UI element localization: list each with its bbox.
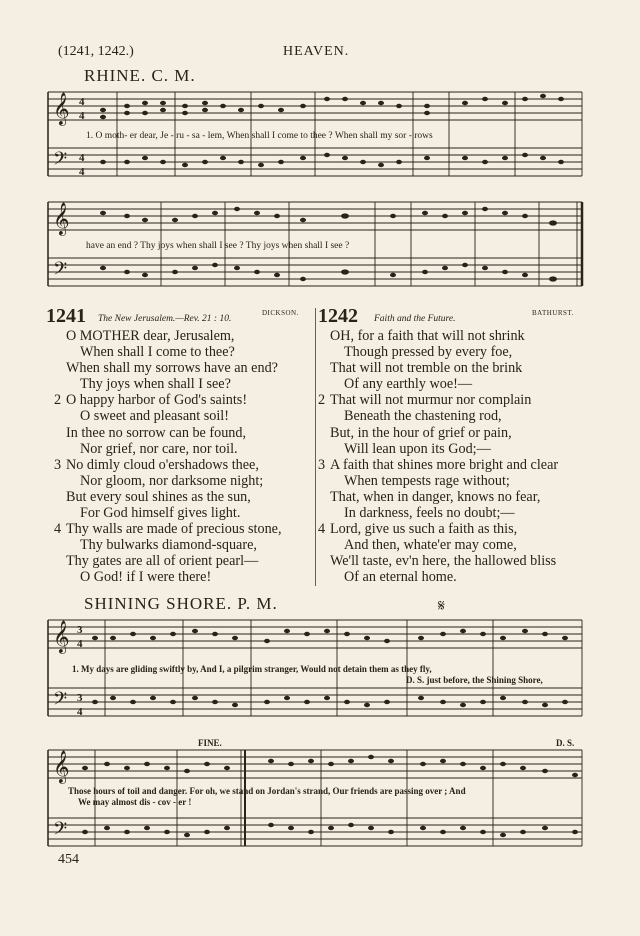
- hymn-text-1241: O MOTHER dear, Jerusalem, When shall I come to thee? When shall my sorrows have an end? Thy joys when shall I see? 2 O happy harbor of God's saints! O sweet and pleasant soil! In thee no sorrow can be found, Nor grief, nor care, nor toil. 3 No dimly cloud o'ershadows thee, Nor gloom, nor darksome night; But every soul shines as the sun, For God himself gives light. 4 Thy walls are made of precious stone, Thy bulwarks diamond-square, Thy gates are all of orient pearl— O God! if I were there!: [54, 328, 282, 586]
- svg-text:3: 3: [77, 624, 83, 636]
- hymn-number-1242: 1242: [318, 305, 358, 327]
- tune-title-rhine: RHINE. C. M.: [84, 66, 196, 85]
- svg-text:4: 4: [79, 110, 85, 122]
- page-number: 454: [58, 852, 79, 867]
- hymn-reference-1241: The New Jerusalem.—Rev. 21 : 10.: [98, 314, 232, 324]
- bass-clef-icon: 𝄢: [53, 688, 68, 713]
- lyrics-shining-ds: D. S. just before, the Shining Shore,: [406, 675, 543, 685]
- fine-marker: FINE.: [198, 738, 222, 748]
- treble-clef-icon: 𝄞: [53, 752, 70, 783]
- hymn-range: (1241, 1242.): [58, 44, 134, 59]
- bass-clef-icon: 𝄢: [53, 258, 68, 283]
- svg-text:4: 4: [77, 638, 83, 650]
- lyrics-shining-line-2b: We may almost dis - cov - er !: [78, 797, 192, 807]
- lyrics-rhine-line-2: have an end ? Thy joys when shall I see ? Thy joys when shall I see ?: [86, 241, 350, 251]
- svg-text:3: 3: [77, 692, 83, 704]
- lyrics-shining-line-1: 1. My days are gliding swiftly by, And I, a pilgrim stranger, Would not detain them as they fly,: [72, 664, 432, 674]
- svg-text:4: 4: [79, 96, 85, 108]
- hymn-text-1242: OH, for a faith that will not shrink Though pressed by every foe, That will not tremble on the brink Of any earthly woe!— 2 That will not murmur nor complain Beneath the chastening rod, But, in the hour of grief or pain, Will lean upon its God;— 3 A faith that shines more bright and clear When tempests rage without; That, when in danger, knows no fear, In darkness, feels no doubt;— 4 Lord, give us such a faith as this, And then, whate'er may come, We'll taste, ev'n here, the hallowed bliss Of an eternal home.: [318, 328, 559, 586]
- lyrics-rhine-line-1: 1. O moth- er dear, Je - ru - sa - lem, When shall I come to thee ? When shall my sor - rows: [86, 131, 433, 141]
- column-divider: [315, 308, 316, 586]
- treble-clef-icon: 𝄞: [53, 94, 70, 125]
- ds-marker: D. S.: [556, 738, 575, 748]
- treble-clef-icon: 𝄞: [53, 204, 70, 235]
- composer-1241: DICKSON.: [262, 309, 299, 317]
- lyrics-shining-line-2a: Those hours of toil and danger. For oh, we stand on Jordan's strand, Our friends are passing over ; And: [68, 786, 466, 796]
- hymn-reference-1242: Faith and the Future.: [374, 314, 456, 324]
- hymn-number-1241: 1241: [46, 305, 86, 327]
- svg-text:4: 4: [77, 706, 83, 718]
- svg-text:4: 4: [79, 152, 85, 164]
- composer-1242: BATHURST.: [532, 309, 574, 317]
- svg-text:4: 4: [79, 166, 85, 178]
- segno-icon: 𝄋: [438, 598, 445, 615]
- bass-clef-icon: 𝄢: [53, 148, 68, 173]
- bass-clef-icon: 𝄢: [53, 818, 68, 843]
- treble-clef-icon: 𝄞: [53, 622, 70, 653]
- tune-title-shining-shore: SHINING SHORE. P. M.: [84, 594, 278, 613]
- section-title: HEAVEN.: [283, 44, 350, 59]
